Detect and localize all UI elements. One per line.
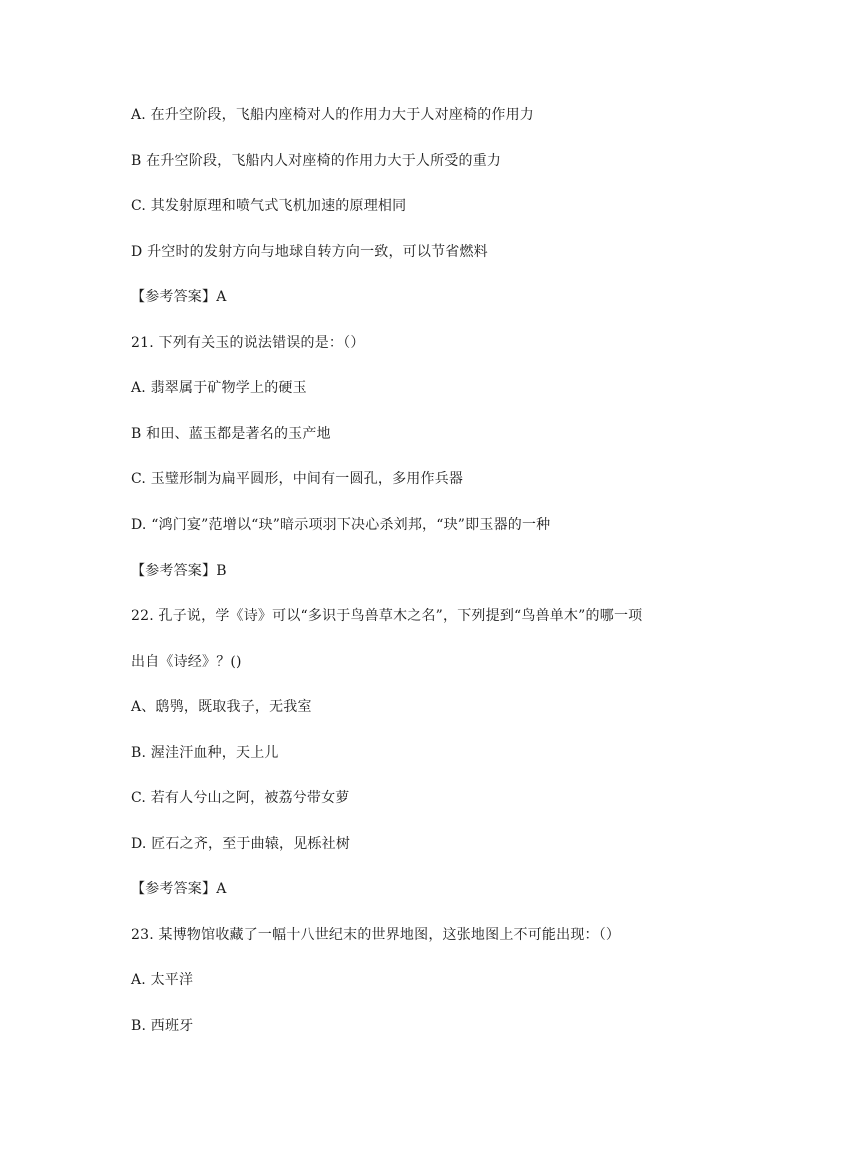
option-21c: C. 玉璧形制为扁平圆形，中间有一圆孔，多用作兵器: [131, 471, 464, 487]
option-21d: D. “鸿门宴”范增以“玦”暗示项羽下决心杀刘邦，“玦”即玉器的一种: [131, 517, 551, 533]
option-20c: C. 其发射原理和喷气式飞机加速的原理相同: [131, 198, 407, 214]
question-23: 23. 某博物馆收藏了一幅十八世纪末的世界地图，这张地图上不可能出现：（）: [131, 927, 621, 943]
option-20b: B 在升空阶段，飞船内人对座椅的作用力大于人所受的重力: [131, 153, 502, 169]
option-22c: C. 若有人兮山之阿，被荔兮带女萝: [131, 790, 350, 806]
option-20d: D 升空时的发射方向与地球自转方向一致，可以节省燃料: [131, 244, 488, 260]
option-23b: B. 西班牙: [131, 1018, 194, 1034]
answer-20: 【参考答案】A: [131, 289, 227, 305]
answer-22: 【参考答案】A: [131, 881, 227, 897]
option-23a: A. 太平洋: [131, 972, 194, 988]
option-21a: A. 翡翠属于矿物学上的硬玉: [131, 380, 307, 396]
option-22a: A、鸱鸮，既取我子，无我室: [131, 699, 312, 715]
answer-21: 【参考答案】B: [131, 563, 227, 579]
option-20a: A. 在升空阶段，飞船内座椅对人的作用力大于人对座椅的作用力: [131, 107, 535, 123]
question-22: 22. 孔子说，学《诗》可以“多识于鸟兽草木之名”，下列提到“鸟兽单木”的哪一项: [131, 608, 643, 624]
question-22-cont: 出自《诗经》？(): [131, 654, 242, 670]
option-21b: B 和田、蓝玉都是著名的玉产地: [131, 426, 331, 442]
question-21: 21. 下列有关玉的说法错误的是：（）: [131, 335, 365, 351]
option-22d: D. 匠石之齐，至于曲辕，见栎社树: [131, 836, 351, 852]
option-22b: B. 渥洼汗血种，天上儿: [131, 745, 279, 761]
